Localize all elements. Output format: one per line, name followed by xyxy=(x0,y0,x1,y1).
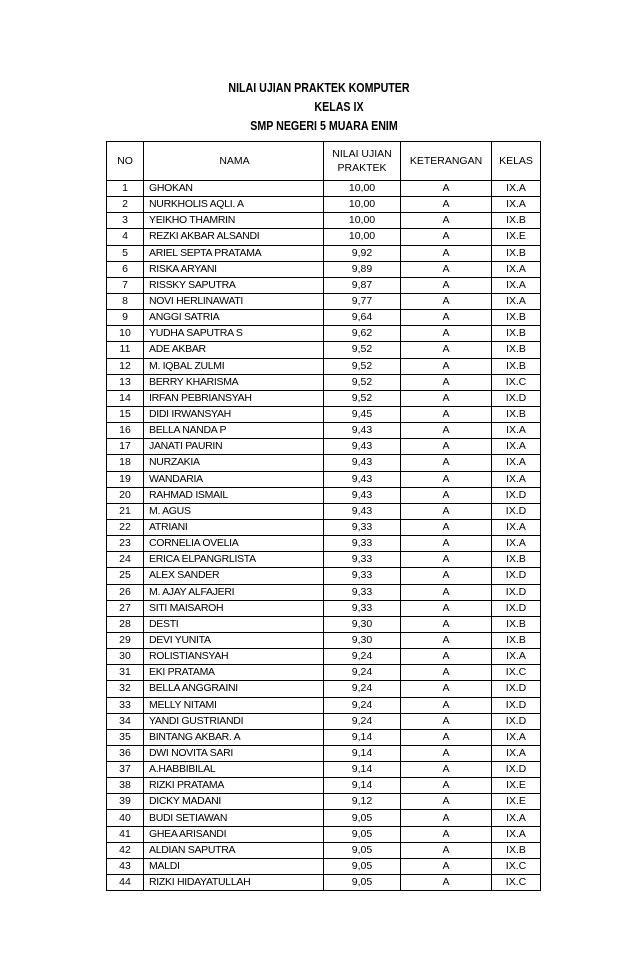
cell-kelas: IX.B xyxy=(492,406,541,422)
cell-keterangan: A xyxy=(401,697,492,713)
cell-nilai: 9,30 xyxy=(324,616,401,632)
cell-nama: SITI MAISAROH xyxy=(144,600,324,616)
cell-nama: REZKI AKBAR ALSANDI xyxy=(144,229,324,245)
cell-kelas: IX.B xyxy=(492,213,541,229)
cell-keterangan: A xyxy=(401,552,492,568)
table-row xyxy=(107,536,541,552)
cell-keterangan: A xyxy=(401,713,492,729)
cell-keterangan: A xyxy=(401,197,492,213)
cell-keterangan: A xyxy=(401,729,492,745)
cell-nama: ATRIANI xyxy=(144,519,324,535)
table-row xyxy=(107,632,541,648)
cell-nama: BELLA NANDA P xyxy=(144,423,324,439)
cell-no: 3 xyxy=(107,213,144,229)
cell-kelas: IX.A xyxy=(492,519,541,535)
cell-kelas: IX.E xyxy=(492,229,541,245)
table-row xyxy=(107,245,541,261)
cell-keterangan: A xyxy=(401,487,492,503)
cell-no: 4 xyxy=(107,229,144,245)
cell-nama: GHOKAN xyxy=(144,181,324,197)
cell-nilai: 9,05 xyxy=(324,858,401,874)
cell-no: 17 xyxy=(107,439,144,455)
table-row xyxy=(107,681,541,697)
cell-kelas: IX.A xyxy=(492,745,541,761)
cell-nama: DICKY MADANI xyxy=(144,794,324,810)
table-row xyxy=(107,875,541,891)
header-nilai-line-1: NILAI UJIAN xyxy=(332,148,392,160)
cell-nama: JANATI PAURIN xyxy=(144,439,324,455)
cell-keterangan: A xyxy=(401,745,492,761)
cell-no: 24 xyxy=(107,552,144,568)
cell-nama: DEVI YUNITA xyxy=(144,632,324,648)
cell-keterangan: A xyxy=(401,568,492,584)
cell-kelas: IX.D xyxy=(492,681,541,697)
cell-nilai: 9,12 xyxy=(324,794,401,810)
cell-nilai: 9,43 xyxy=(324,423,401,439)
cell-nama: NURKHOLIS AQLI. A xyxy=(144,197,324,213)
cell-nilai: 9,62 xyxy=(324,326,401,342)
cell-nilai: 9,24 xyxy=(324,697,401,713)
table-row xyxy=(107,568,541,584)
cell-nama: WANDARIA xyxy=(144,471,324,487)
cell-kelas: IX.B xyxy=(492,358,541,374)
table-row xyxy=(107,455,541,471)
cell-nama: ROLISTIANSYAH xyxy=(144,649,324,665)
cell-keterangan: A xyxy=(401,536,492,552)
cell-nilai: 9,14 xyxy=(324,745,401,761)
cell-no: 27 xyxy=(107,600,144,616)
cell-no: 42 xyxy=(107,842,144,858)
table-row xyxy=(107,697,541,713)
cell-nama: EKI PRATAMA xyxy=(144,665,324,681)
table-row xyxy=(107,665,541,681)
cell-kelas: IX.C xyxy=(492,858,541,874)
table-row xyxy=(107,197,541,213)
cell-kelas: IX.B xyxy=(492,310,541,326)
cell-no: 2 xyxy=(107,197,144,213)
cell-keterangan: A xyxy=(401,794,492,810)
cell-keterangan: A xyxy=(401,277,492,293)
cell-kelas: IX.A xyxy=(492,423,541,439)
cell-nama: DWI NOVITA SARI xyxy=(144,745,324,761)
cell-kelas: IX.D xyxy=(492,487,541,503)
header-no: NO xyxy=(107,142,144,181)
cell-keterangan: A xyxy=(401,342,492,358)
cell-kelas: IX.B xyxy=(492,245,541,261)
cell-keterangan: A xyxy=(401,858,492,874)
table-row xyxy=(107,810,541,826)
cell-kelas: IX.C xyxy=(492,665,541,681)
cell-nilai: 9,87 xyxy=(324,277,401,293)
table-row xyxy=(107,229,541,245)
cell-nama: RISKA ARYANI xyxy=(144,261,324,277)
table-row xyxy=(107,326,541,342)
cell-kelas: IX.A xyxy=(492,471,541,487)
cell-nama: DESTI xyxy=(144,616,324,632)
cell-nilai: 9,24 xyxy=(324,713,401,729)
cell-kelas: IX.A xyxy=(492,649,541,665)
cell-keterangan: A xyxy=(401,875,492,891)
cell-kelas: IX.C xyxy=(492,374,541,390)
cell-nilai: 10,00 xyxy=(324,213,401,229)
cell-nama: M. AGUS xyxy=(144,503,324,519)
cell-no: 26 xyxy=(107,584,144,600)
table-row xyxy=(107,745,541,761)
cell-kelas: IX.D xyxy=(492,762,541,778)
cell-no: 7 xyxy=(107,277,144,293)
cell-no: 36 xyxy=(107,745,144,761)
cell-no: 43 xyxy=(107,858,144,874)
cell-kelas: IX.E xyxy=(492,778,541,794)
cell-keterangan: A xyxy=(401,503,492,519)
cell-nama: RIZKI PRATAMA xyxy=(144,778,324,794)
cell-nilai: 10,00 xyxy=(324,197,401,213)
table-row xyxy=(107,519,541,535)
cell-nama: ALDIAN SAPUTRA xyxy=(144,842,324,858)
grades-table xyxy=(106,141,541,891)
cell-nama: GHEA ARISANDI xyxy=(144,826,324,842)
cell-nama: DIDI IRWANSYAH xyxy=(144,406,324,422)
cell-keterangan: A xyxy=(401,681,492,697)
cell-no: 44 xyxy=(107,875,144,891)
cell-keterangan: A xyxy=(401,406,492,422)
cell-no: 41 xyxy=(107,826,144,842)
cell-no: 15 xyxy=(107,406,144,422)
cell-no: 38 xyxy=(107,778,144,794)
cell-kelas: IX.D xyxy=(492,584,541,600)
cell-no: 30 xyxy=(107,649,144,665)
cell-nilai: 9,30 xyxy=(324,632,401,648)
cell-nama: YUDHA SAPUTRA S xyxy=(144,326,324,342)
cell-nilai: 9,33 xyxy=(324,600,401,616)
cell-nilai: 9,14 xyxy=(324,762,401,778)
cell-keterangan: A xyxy=(401,261,492,277)
cell-kelas: IX.D xyxy=(492,713,541,729)
table-row xyxy=(107,181,541,197)
table-row xyxy=(107,778,541,794)
cell-no: 10 xyxy=(107,326,144,342)
cell-nama: BINTANG AKBAR. A xyxy=(144,729,324,745)
cell-kelas: IX.B xyxy=(492,342,541,358)
cell-no: 32 xyxy=(107,681,144,697)
cell-nilai: 9,64 xyxy=(324,310,401,326)
cell-nilai: 9,43 xyxy=(324,503,401,519)
table-row xyxy=(107,439,541,455)
cell-nama: ARIEL SEPTA PRATAMA xyxy=(144,245,324,261)
header-nilai-line-2: PRAKTEK xyxy=(337,162,387,174)
cell-nilai: 9,33 xyxy=(324,519,401,535)
cell-nilai: 10,00 xyxy=(324,181,401,197)
cell-nama: MALDI xyxy=(144,858,324,874)
table-row xyxy=(107,842,541,858)
cell-no: 11 xyxy=(107,342,144,358)
cell-nilai: 9,52 xyxy=(324,390,401,406)
table-row xyxy=(107,423,541,439)
header-row xyxy=(107,142,541,181)
table-row xyxy=(107,261,541,277)
cell-nilai: 9,77 xyxy=(324,293,401,309)
cell-keterangan: A xyxy=(401,374,492,390)
cell-kelas: IX.A xyxy=(492,810,541,826)
cell-nilai: 9,92 xyxy=(324,245,401,261)
cell-keterangan: A xyxy=(401,390,492,406)
cell-kelas: IX.B xyxy=(492,326,541,342)
cell-no: 29 xyxy=(107,632,144,648)
cell-no: 13 xyxy=(107,374,144,390)
cell-no: 21 xyxy=(107,503,144,519)
cell-keterangan: A xyxy=(401,810,492,826)
table-row xyxy=(107,310,541,326)
table-row xyxy=(107,213,541,229)
table-row xyxy=(107,406,541,422)
cell-no: 39 xyxy=(107,794,144,810)
cell-nilai: 9,33 xyxy=(324,536,401,552)
cell-nilai: 9,52 xyxy=(324,358,401,374)
cell-keterangan: A xyxy=(401,358,492,374)
cell-no: 25 xyxy=(107,568,144,584)
cell-no: 35 xyxy=(107,729,144,745)
cell-nama: NURZAKIA xyxy=(144,455,324,471)
cell-no: 40 xyxy=(107,810,144,826)
cell-keterangan: A xyxy=(401,455,492,471)
cell-keterangan: A xyxy=(401,616,492,632)
cell-no: 12 xyxy=(107,358,144,374)
table-row xyxy=(107,713,541,729)
cell-nama: RAHMAD ISMAIL xyxy=(144,487,324,503)
cell-keterangan: A xyxy=(401,584,492,600)
table-header xyxy=(107,142,541,181)
cell-kelas: IX.B xyxy=(492,552,541,568)
cell-no: 28 xyxy=(107,616,144,632)
cell-nilai: 9,05 xyxy=(324,875,401,891)
cell-keterangan: A xyxy=(401,181,492,197)
cell-nama: ADE AKBAR xyxy=(144,342,324,358)
cell-keterangan: A xyxy=(401,245,492,261)
cell-keterangan: A xyxy=(401,632,492,648)
cell-keterangan: A xyxy=(401,423,492,439)
cell-kelas: IX.E xyxy=(492,794,541,810)
cell-nilai: 9,24 xyxy=(324,649,401,665)
cell-no: 8 xyxy=(107,293,144,309)
cell-kelas: IX.D xyxy=(492,697,541,713)
cell-no: 22 xyxy=(107,519,144,535)
header-nama: NAMA xyxy=(144,142,324,181)
cell-nama: BUDI SETIAWAN xyxy=(144,810,324,826)
header-nilai xyxy=(324,142,401,181)
table-row xyxy=(107,487,541,503)
cell-keterangan: A xyxy=(401,326,492,342)
cell-nama: NOVI HERLINAWATI xyxy=(144,293,324,309)
cell-kelas: IX.B xyxy=(492,632,541,648)
cell-nama: YEIKHO THAMRIN xyxy=(144,213,324,229)
table-row xyxy=(107,277,541,293)
cell-no: 19 xyxy=(107,471,144,487)
cell-kelas: IX.B xyxy=(492,842,541,858)
header-kelas: KELAS xyxy=(492,142,541,181)
cell-no: 23 xyxy=(107,536,144,552)
cell-nama: BERRY KHARISMA xyxy=(144,374,324,390)
table-row xyxy=(107,858,541,874)
table-row xyxy=(107,503,541,519)
cell-nama: ALEX SANDER xyxy=(144,568,324,584)
cell-nama: M. IQBAL ZULMI xyxy=(144,358,324,374)
cell-nilai: 9,33 xyxy=(324,568,401,584)
table-row xyxy=(107,390,541,406)
cell-nilai: 9,52 xyxy=(324,374,401,390)
cell-nilai: 9,43 xyxy=(324,455,401,471)
cell-nama: CORNELIA OVELIA xyxy=(144,536,324,552)
cell-nama: A.HABBIBILAL xyxy=(144,762,324,778)
cell-no: 34 xyxy=(107,713,144,729)
cell-nilai: 9,33 xyxy=(324,552,401,568)
cell-keterangan: A xyxy=(401,471,492,487)
cell-nama: MELLY NITAMI xyxy=(144,697,324,713)
cell-kelas: IX.D xyxy=(492,568,541,584)
cell-keterangan: A xyxy=(401,229,492,245)
cell-nilai: 9,52 xyxy=(324,342,401,358)
table-row xyxy=(107,584,541,600)
cell-nilai: 9,05 xyxy=(324,842,401,858)
cell-keterangan: A xyxy=(401,778,492,794)
cell-keterangan: A xyxy=(401,600,492,616)
cell-nama: RIZKI HIDAYATULLAH xyxy=(144,875,324,891)
table-row xyxy=(107,600,541,616)
cell-keterangan: A xyxy=(401,649,492,665)
cell-nama: ERICA ELPANGRLISTA xyxy=(144,552,324,568)
cell-nilai: 9,14 xyxy=(324,729,401,745)
cell-keterangan: A xyxy=(401,310,492,326)
title-line-1: NILAI UJIAN PRAKTEK KOMPUTER xyxy=(228,80,410,95)
cell-kelas: IX.D xyxy=(492,390,541,406)
cell-nama: BELLA ANGGRAINI xyxy=(144,681,324,697)
table-row xyxy=(107,374,541,390)
cell-nilai: 9,43 xyxy=(324,439,401,455)
cell-kelas: IX.A xyxy=(492,181,541,197)
table-row xyxy=(107,826,541,842)
table-row xyxy=(107,649,541,665)
cell-nilai: 9,45 xyxy=(324,406,401,422)
cell-keterangan: A xyxy=(401,762,492,778)
cell-nama: YANDI GUSTRIANDI xyxy=(144,713,324,729)
cell-no: 18 xyxy=(107,455,144,471)
cell-keterangan: A xyxy=(401,293,492,309)
cell-no: 20 xyxy=(107,487,144,503)
cell-no: 6 xyxy=(107,261,144,277)
table-row xyxy=(107,293,541,309)
cell-nilai: 9,24 xyxy=(324,681,401,697)
cell-kelas: IX.D xyxy=(492,503,541,519)
table-row xyxy=(107,616,541,632)
table-row xyxy=(107,762,541,778)
cell-nilai: 9,33 xyxy=(324,584,401,600)
cell-kelas: IX.A xyxy=(492,293,541,309)
cell-kelas: IX.A xyxy=(492,826,541,842)
cell-nilai: 9,14 xyxy=(324,778,401,794)
cell-kelas: IX.D xyxy=(492,600,541,616)
cell-kelas: IX.A xyxy=(492,439,541,455)
cell-nilai: 9,05 xyxy=(324,826,401,842)
cell-kelas: IX.A xyxy=(492,729,541,745)
header-keterangan: KETERANGAN xyxy=(401,142,492,181)
cell-nama: RISSKY SAPUTRA xyxy=(144,277,324,293)
cell-kelas: IX.A xyxy=(492,261,541,277)
cell-nilai: 9,24 xyxy=(324,665,401,681)
cell-keterangan: A xyxy=(401,519,492,535)
cell-nilai: 9,43 xyxy=(324,487,401,503)
cell-kelas: IX.A xyxy=(492,536,541,552)
cell-nama: IRFAN PEBRIANSYAH xyxy=(144,390,324,406)
table-row xyxy=(107,552,541,568)
cell-no: 37 xyxy=(107,762,144,778)
cell-no: 31 xyxy=(107,665,144,681)
cell-nilai: 9,05 xyxy=(324,810,401,826)
cell-keterangan: A xyxy=(401,665,492,681)
table-row xyxy=(107,358,541,374)
cell-keterangan: A xyxy=(401,842,492,858)
cell-no: 14 xyxy=(107,390,144,406)
cell-kelas: IX.C xyxy=(492,875,541,891)
cell-no: 1 xyxy=(107,181,144,197)
title-line-2: KELAS IX xyxy=(314,99,364,114)
table-row xyxy=(107,794,541,810)
table-row xyxy=(107,471,541,487)
cell-keterangan: A xyxy=(401,213,492,229)
cell-nama: ANGGI SATRIA xyxy=(144,310,324,326)
cell-nilai: 10,00 xyxy=(324,229,401,245)
cell-nama: M. AJAY ALFAJERI xyxy=(144,584,324,600)
title-line-3: SMP NEGERI 5 MUARA ENIM xyxy=(250,118,398,133)
cell-kelas: IX.A xyxy=(492,277,541,293)
cell-no: 9 xyxy=(107,310,144,326)
cell-keterangan: A xyxy=(401,826,492,842)
table-row xyxy=(107,729,541,745)
cell-nilai: 9,89 xyxy=(324,261,401,277)
cell-no: 33 xyxy=(107,697,144,713)
cell-nilai: 9,43 xyxy=(324,471,401,487)
cell-keterangan: A xyxy=(401,439,492,455)
table-body xyxy=(107,181,541,891)
cell-no: 16 xyxy=(107,423,144,439)
cell-kelas: IX.A xyxy=(492,197,541,213)
cell-no: 5 xyxy=(107,245,144,261)
table-row xyxy=(107,342,541,358)
cell-kelas: IX.B xyxy=(492,616,541,632)
document-title xyxy=(0,78,638,135)
cell-kelas: IX.A xyxy=(492,455,541,471)
